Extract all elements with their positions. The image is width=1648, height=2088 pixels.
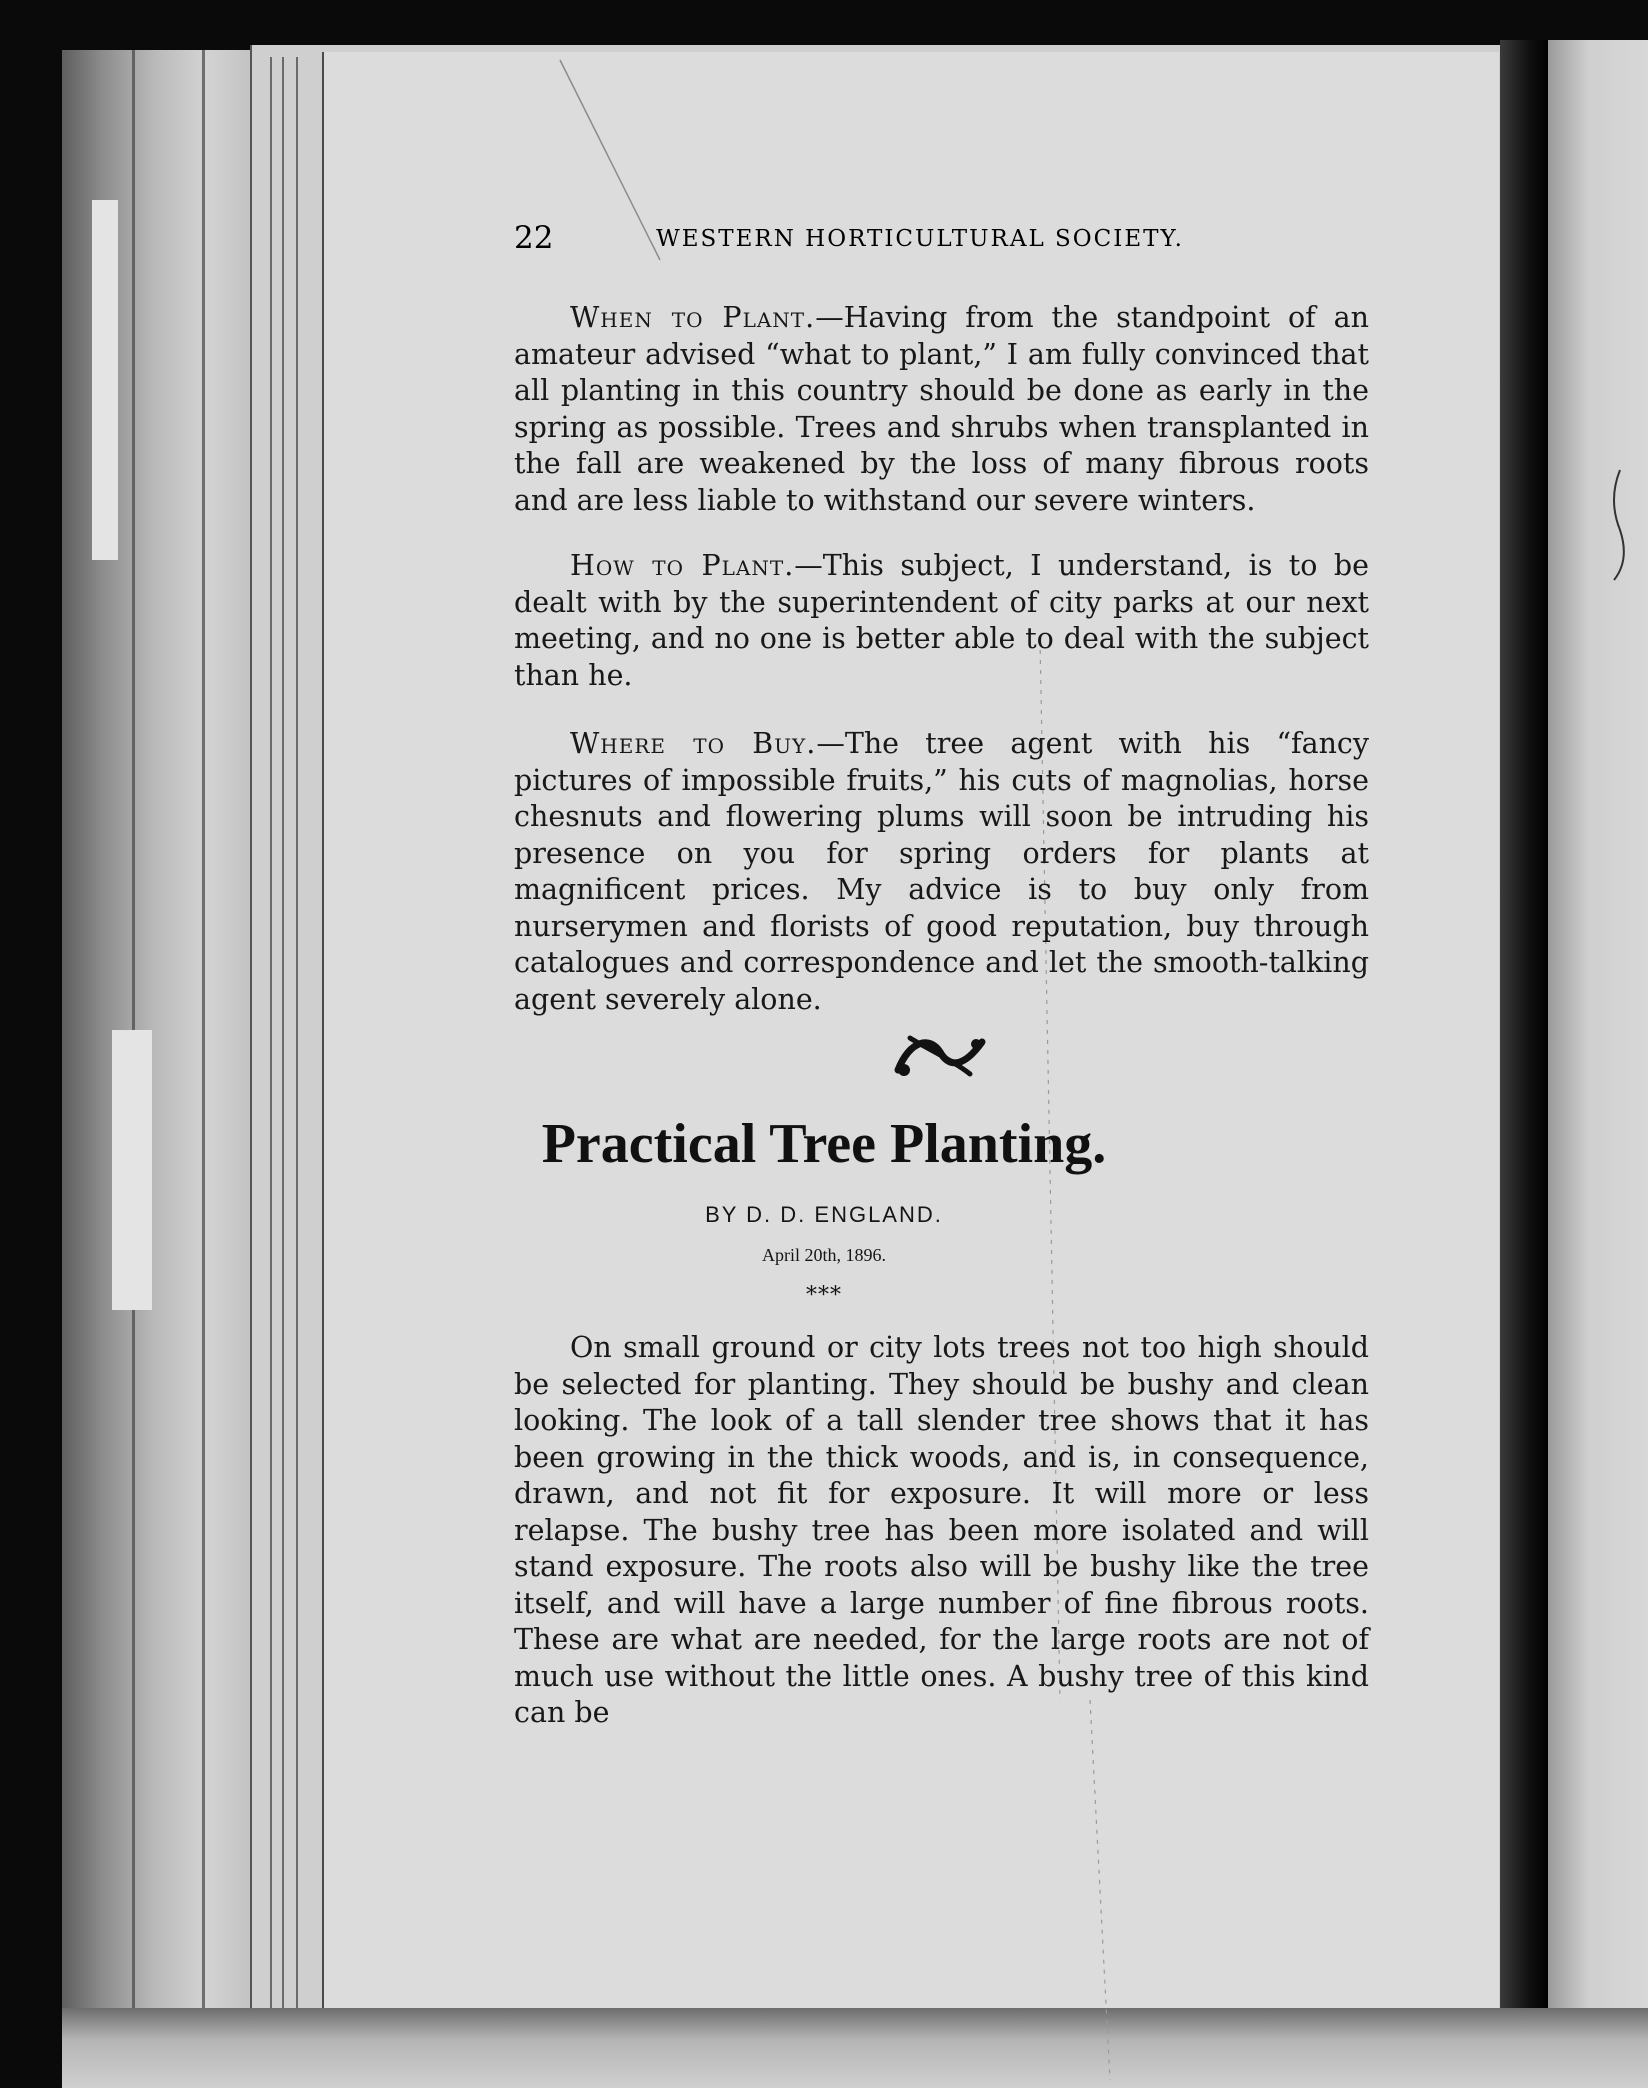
article-body-text: On small ground or city lots trees not too high should be selected for planting. They should be bushy and clean looking. The look of a tall slender tree shows that it has been growing in the thick woods, and is, in consequence, drawn, and not fit for exposure. It will more or less relapse. The bushy tree has been more isolated and will stand exposure. The roots also will be bushy like the tree itself, and will have a large number of fine fibrous roots. These are what are needed, for the large roots are not of much use without the little ones. A bushy tree of this kind can be (514, 1331, 1369, 1729)
section-when-to-plant (514, 300, 1369, 519)
running-title: WESTERN HORTICULTURAL SOCIETY. (656, 226, 1184, 252)
page-number: 22 (514, 220, 554, 256)
section-heading: How to Plant. (570, 549, 795, 582)
article-title: Practical Tree Planting. (541, 1113, 1107, 1175)
fleuron-icon (890, 1030, 990, 1080)
section-body: —The tree agent with his “fancy pictures of impossible fruits,” his cuts of magnolias, horse chesnuts and flowering plums will soon be intruding his presence on you for spring orders for plants at magnificent prices. My advice is to buy only from nurserymen and florists of good reputation, buy through catalogues and correspondence and let the smooth-talking agent severely alone. (514, 727, 1369, 1016)
article-byline: BY D. D. ENGLAND. (705, 1202, 943, 1227)
running-header (514, 220, 1184, 260)
article-date: April 20th, 1896. (762, 1245, 886, 1265)
section-heading: Where to Buy. (570, 727, 817, 760)
section-body: —Having from the standpoint of an amateur advised “what to plant,” I am fully convinced that all planting in this country should be done as early in the spring as possible. Trees and shrubs when transplanted in the fall are weakened by the loss of many fibrous roots and are less liable to withstand our severe winters. (514, 301, 1369, 517)
section-where-to-buy (514, 726, 1369, 1018)
section-heading: When to Plant. (570, 301, 816, 334)
section-how-to-plant (514, 548, 1369, 694)
asterism-divider: *** (806, 1283, 842, 1308)
article-body (514, 1330, 1369, 1732)
section-body: —This subject, I understand, is to be dealt with by the superintendent of city parks at our next meeting, and no one is better able to deal with the subject than he. (514, 549, 1369, 692)
